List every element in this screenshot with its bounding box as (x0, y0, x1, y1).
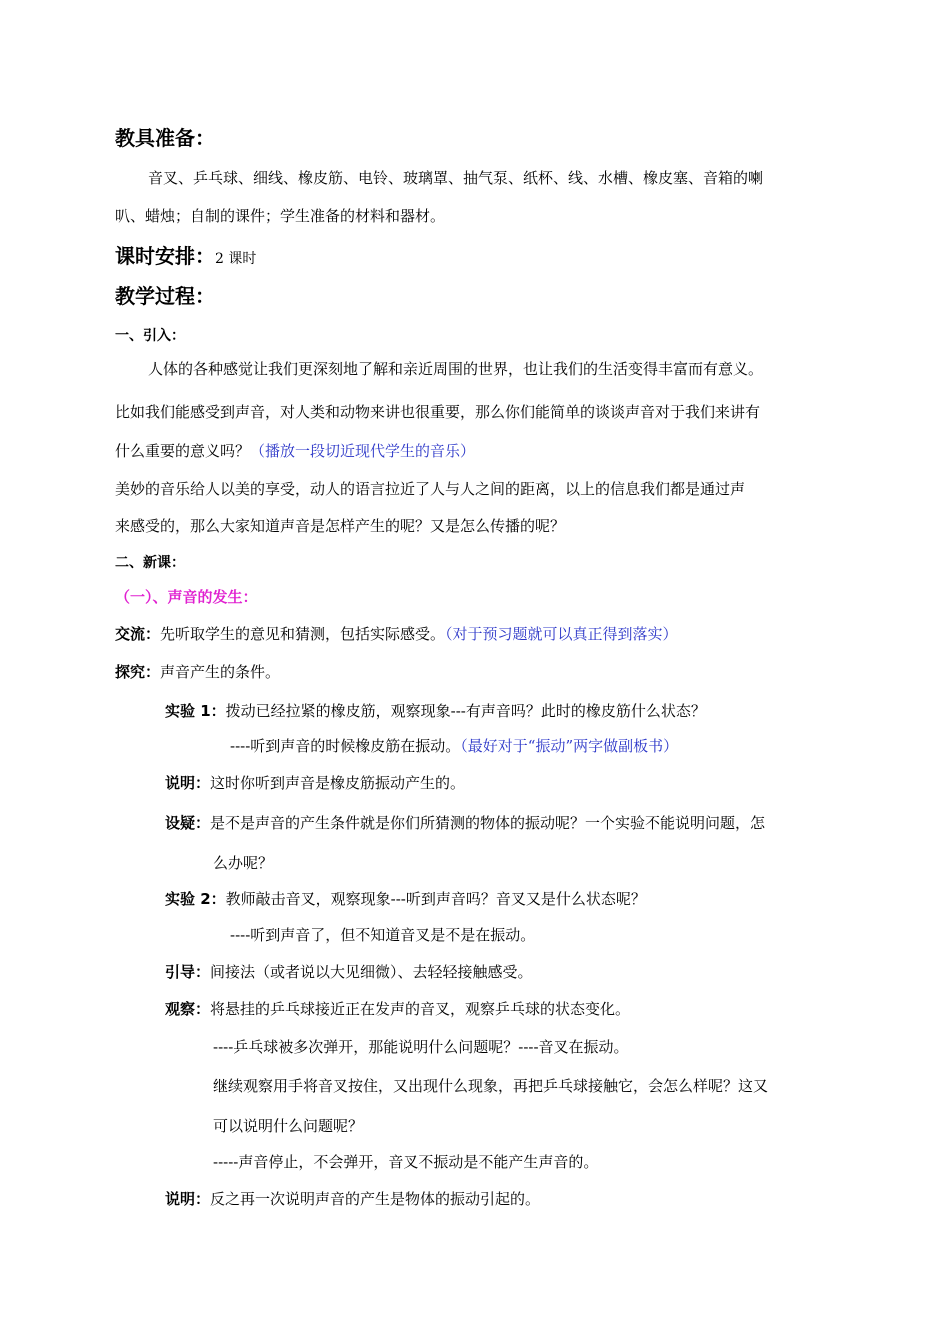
class-hours-value: 2 课时 (215, 251, 257, 267)
observe-result-2a: 继续观察用手将音叉按住，又出现什么现象，再把乒乓球接触它，会怎么样呢？这又 (213, 1077, 769, 1095)
explanation-2-text: 反之再一次说明声音的产生是物体的振动引起的。 (210, 1190, 541, 1208)
explanation-2-row (165, 1189, 540, 1209)
teaching-aids-line-1: 音叉、乒乓球、细线、橡皮筋、电铃、玻璃罩、抽气泵、纸杯、线、水槽、橡皮塞、音箱的喇 (148, 169, 764, 187)
experiment-2-row (165, 889, 646, 909)
exchange-text: 先听取学生的意见和猜测，包括实际感受。 (160, 625, 446, 643)
explore-text: 声音产生的条件。 (160, 663, 281, 681)
observe-result-1: ----乒乓球被多次弹开，那能说明什么问题呢？----音叉在振动。 (213, 1038, 629, 1056)
experiment-2-label: 实验 2： (165, 890, 226, 908)
observe-result-3: -----声音停止，不会弹开，音叉不振动是不能产生声音的。 (213, 1153, 599, 1171)
experiment-1-result: ----听到声音的时候橡皮筋在振动。 (230, 737, 461, 755)
guide-text: 间接法（或者说以大见细微）、去轻轻接触感受。 (210, 963, 533, 981)
observe-text: 将悬挂的乒乓球接近正在发声的音叉，观察乒乓球的状态变化。 (210, 1000, 631, 1018)
teaching-aids-line-2: 叭、蜡烛；自制的课件；学生准备的材料和器材。 (115, 207, 446, 225)
intro-line-1: 人体的各种感觉让我们更深刻地了解和亲近周围的世界，也让我们的生活变得丰富而有意义。 (148, 360, 764, 378)
experiment-1-label: 实验 1： (165, 702, 226, 720)
observe-label: 观察： (165, 1000, 211, 1018)
intro-line-4: 美妙的音乐给人以美的享受，动人的语言拉近了人与人之间的距离，以上的信息我们都是通过声 (115, 480, 746, 498)
question-label: 设疑： (165, 814, 211, 832)
intro-line-3-text: 什么重要的意义吗？ (115, 442, 251, 460)
exchange-label: 交流： (115, 625, 161, 643)
section-intro-heading: 一、引入： (115, 328, 185, 344)
exchange-note: （对于预习题就可以真正得到落实） (445, 625, 678, 643)
guide-row (165, 962, 533, 982)
question-text-1: 是不是声音的产生条件就是你们所猜测的物体的振动呢？一个实验不能说明问题，怎 (210, 814, 766, 832)
experiment-1-text: 拨动已经拉紧的橡皮筋，观察现象---有声音吗？此时的橡皮筋什么状态？ (225, 702, 706, 720)
experiment-1-row (165, 701, 706, 721)
experiment-2-result: ----听到声音了，但不知道音叉是不是在振动。 (230, 926, 536, 944)
guide-label: 引导： (165, 963, 211, 981)
intro-line-5: 来感受的，那么大家知道声音是怎样产生的呢？又是怎么传播的呢？ (115, 517, 566, 535)
intro-line-2: 比如我们能感受到声音，对人类和动物来讲也很重要，那么你们能简单的谈谈声音对于我们来讲有 (115, 403, 761, 421)
observe-row (165, 999, 630, 1019)
explore-label: 探究： (115, 663, 161, 681)
heading-class-hours: 课时安排： (115, 244, 215, 268)
experiment-2-text: 教师敲击音叉，观察现象---听到声音吗？音叉又是什么状态呢？ (225, 890, 646, 908)
class-hours-row (115, 243, 256, 269)
heading-teaching-process: 教学过程： (115, 284, 215, 308)
explanation-2-label: 说明： (165, 1190, 211, 1208)
intro-line-3 (115, 441, 475, 461)
section-new-lesson-heading: 二、新课： (115, 555, 185, 571)
exchange-row (115, 624, 678, 644)
intro-line-3-note: （播放一段切近现代学生的音乐） (250, 442, 476, 460)
explore-row (115, 662, 280, 682)
experiment-1-result-row (230, 736, 678, 756)
heading-teaching-aids: 教具准备： (115, 126, 215, 150)
experiment-1-note: （最好对于“振动”两字做副板书） (460, 737, 679, 755)
question-text-2: 么办呢？ (213, 854, 274, 872)
explanation-1-label: 说明： (165, 774, 211, 792)
explanation-1-text: 这时你听到声音是橡皮筋振动产生的。 (210, 774, 466, 792)
question-row (165, 813, 765, 833)
observe-result-2b: 可以说明什么问题呢？ (213, 1117, 364, 1135)
subsection-sound-production: （一）、声音的发生： (115, 588, 258, 606)
explanation-1-row (165, 773, 465, 793)
